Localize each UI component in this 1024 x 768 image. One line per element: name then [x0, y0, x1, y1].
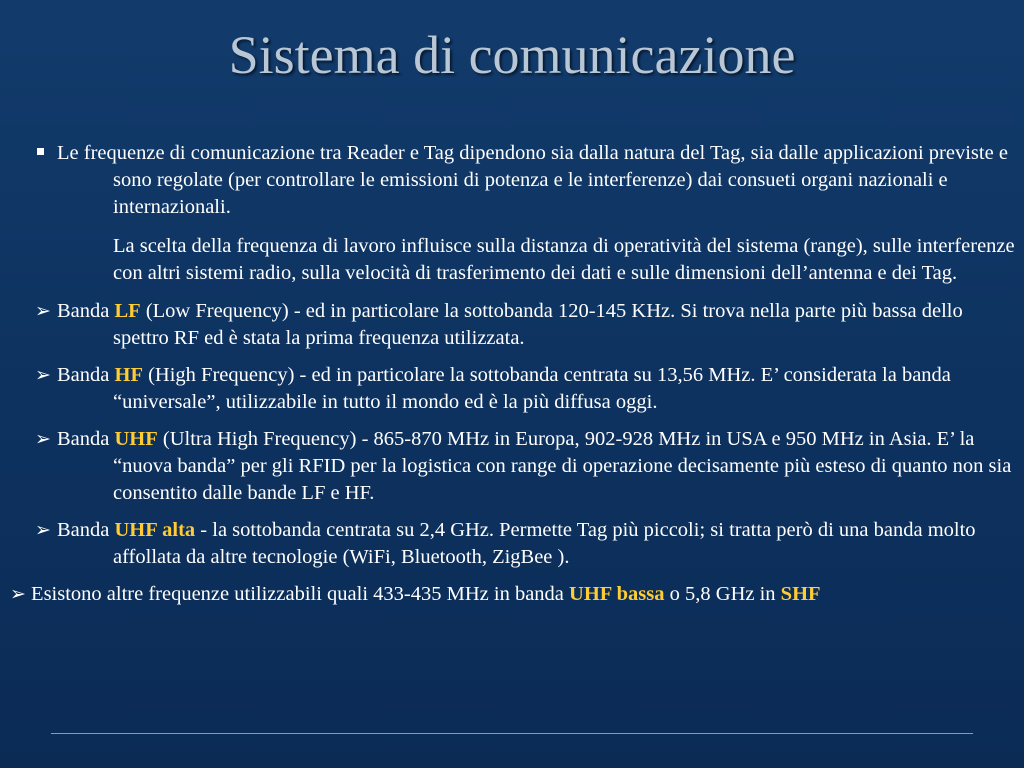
- intro-followup: La scelta della frequenza di lavoro influisce sulla distanza di operatività del sistema (range), sulle interferenze con altri sistemi radio, sulla velocità di trasferimento dei dati e sulle dimensioni dell’antenna e dei Tag.: [113, 235, 1015, 284]
- band-item-lf: [10, 298, 1015, 352]
- band-prefix: Banda: [57, 428, 110, 450]
- band-text: - la sottobanda centrata su 2,4 GHz. Permette Tag più piccoli; si tratta però di una banda molto affollata da altre tecnologie (WiFi, Bluetooth, ZigBee ).: [113, 519, 976, 568]
- intro-paragraph: [10, 140, 1015, 221]
- closing-highlight-shf: SHF: [780, 583, 821, 605]
- closing-text-1: Esistono altre frequenze utilizzabili quali 433-435 MHz in banda: [31, 583, 570, 605]
- square-bullet-icon: [35, 140, 57, 167]
- band-name: UHF: [114, 428, 158, 450]
- band-text: (Ultra High Frequency) - 865-870 MHz in Europa, 902-928 MHz in USA e 950 MHz in Asia. E’ la “nuova banda” per gli RFID per la logistica con range di operazione decisamente più esteso di quanto non sia consentito dalle bande LF e HF.: [113, 428, 1012, 504]
- closing-text-2: o 5,8 GHz in: [664, 583, 781, 605]
- closing-highlight-uhf-bassa: UHF bassa: [569, 583, 665, 605]
- slide-title: Sistema di comunicazione: [228, 25, 796, 85]
- arrow-bullet-icon: ➢: [35, 301, 51, 322]
- band-name: LF: [114, 300, 141, 322]
- band-prefix: Banda: [57, 519, 110, 541]
- band-prefix: Banda: [57, 300, 110, 322]
- band-text: (Low Frequency) - ed in particolare la sottobanda 120-145 KHz. Si trova nella parte più bassa dello spettro RF ed è stata la prima frequenza utilizzata.: [113, 300, 963, 349]
- band-name: UHF alta: [114, 519, 196, 541]
- arrow-bullet-icon: ➢: [35, 520, 51, 541]
- slide-body: [10, 140, 1015, 608]
- closing-paragraph: [10, 581, 1015, 608]
- band-text: (High Frequency) - ed in particolare la sottobanda centrata su 13,56 MHz. E’ considerata la banda “universale”, utilizzabile in tutto il mondo ed è la più diffusa oggi.: [113, 364, 951, 413]
- band-item-uhf-alta: [10, 517, 1015, 571]
- intro-text: Le frequenze di comunicazione tra Reader e Tag dipendono sia dalla natura del Tag, sia dalle applicazioni previste e sono regolate (per controllare le emissioni di potenza e le interferenze) dai consueti organi nazionali e internazionali.: [57, 142, 1008, 218]
- band-item-hf: [10, 362, 1015, 416]
- arrow-bullet-icon: ➢: [10, 584, 26, 605]
- band-item-uhf: [10, 426, 1015, 507]
- footer-divider: [51, 733, 973, 734]
- arrow-bullet-icon: ➢: [35, 429, 51, 450]
- band-prefix: Banda: [57, 364, 110, 386]
- arrow-bullet-icon: ➢: [35, 365, 51, 386]
- band-name: HF: [114, 364, 143, 386]
